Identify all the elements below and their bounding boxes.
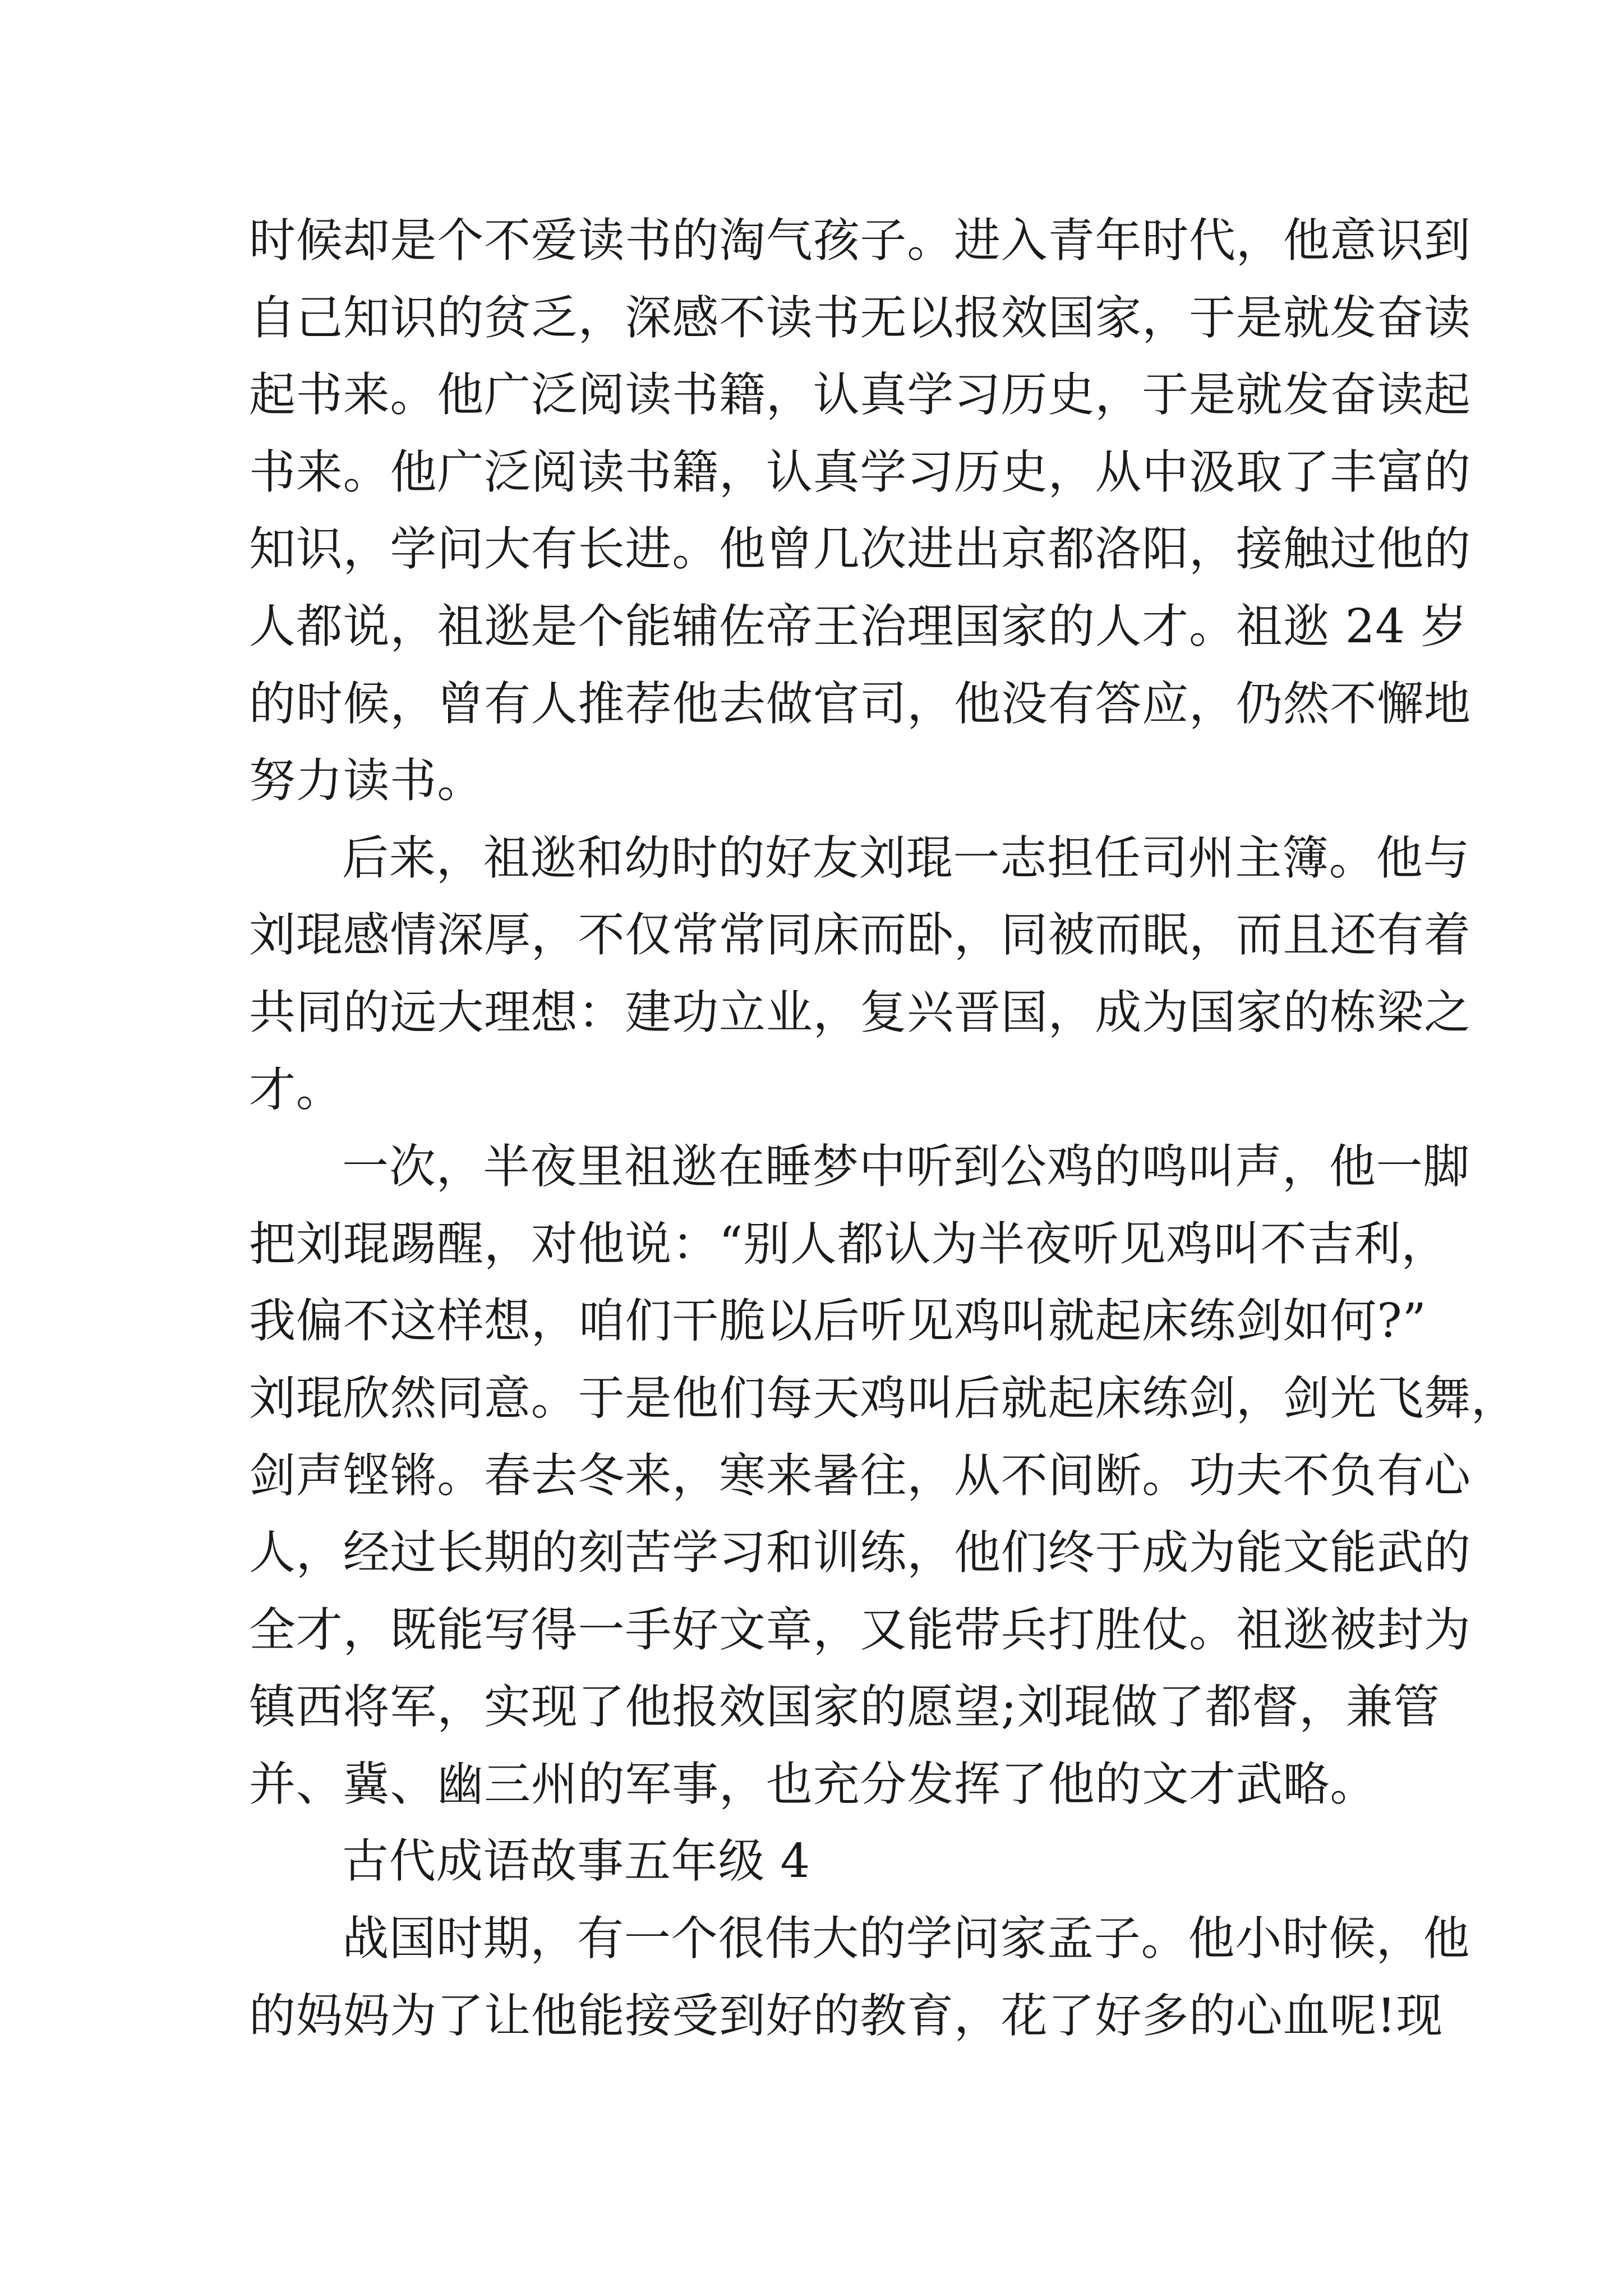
text-line: 的妈妈为了让他能接受到好的教育，花了好多的心血呢!现	[249, 1988, 1444, 2043]
text-line: 战国时期，有一个很伟大的学问家孟子。他小时候，他	[342, 1911, 1470, 1966]
text-line: 时候却是个不爱读书的淘气孩子。进入青年时代，他意识到	[249, 213, 1471, 268]
document-body	[249, 202, 1518, 2054]
text-line: 才。	[249, 1062, 343, 1117]
text-line: 我偏不这样想，咱们干脆以后听见鸡叫就起床练剑如何?”	[249, 1294, 1427, 1349]
text-line: 并、冀、幽三州的军事，也充分发挥了他的文才武略。	[249, 1756, 1377, 1811]
section-heading: 古代成语故事五年级 4	[342, 1834, 810, 1889]
text-line: 起书来。他广泛阅读书籍，认真学习历史，于是就发奋读起	[249, 367, 1471, 422]
text-line: 自己知识的贫乏，深感不读书无以报效国家，于是就发奋读	[249, 290, 1471, 345]
text-line: 全才，既能写得一手好文章，又能带兵打胜仗。祖逖被封为	[249, 1602, 1471, 1657]
text-line: 刘琨感情深厚，不仅常常同床而卧，同被而眠，而且还有着	[249, 908, 1471, 963]
text-line: 的时候，曾有人推荐他去做官司，他没有答应，仍然不懈地	[249, 676, 1471, 731]
text-line: 刘琨欣然同意。于是他们每天鸡叫后就起床练剑，剑光飞舞，	[249, 1370, 1518, 1425]
text-line: 一次，半夜里祖逖在睡梦中听到公鸡的鸣叫声，他一脚	[342, 1139, 1470, 1194]
text-line: 共同的远大理想：建功立业，复兴晋国，成为国家的栋梁之	[249, 984, 1471, 1039]
text-line: 人，经过长期的刻苦学习和训练，他们终于成为能文能武的	[249, 1525, 1471, 1580]
text-line: 剑声铿锵。春去冬来，寒来暑往，从不间断。功夫不负有心	[249, 1448, 1471, 1503]
text-line: 努力读书。	[249, 753, 484, 808]
text-line: 把刘琨踢醒，对他说：“别人都认为半夜听见鸡叫不吉利，	[249, 1216, 1449, 1271]
text-line: 书来。他广泛阅读书籍，认真学习历史，从中汲取了丰富的	[249, 444, 1471, 499]
text-line: 知识，学问大有长进。他曾几次进出京都洛阳，接触过他的	[249, 522, 1471, 577]
text-line: 人都说，祖逖是个能辅佐帝王治理国家的人才。祖逖 24 岁	[249, 599, 1468, 654]
text-line: 镇西将军，实现了他报效国家的愿望;刘琨做了都督，兼管	[249, 1680, 1440, 1734]
text-line: 后来，祖逖和幼时的好友刘琨一志担任司州主簿。他与	[342, 830, 1470, 885]
